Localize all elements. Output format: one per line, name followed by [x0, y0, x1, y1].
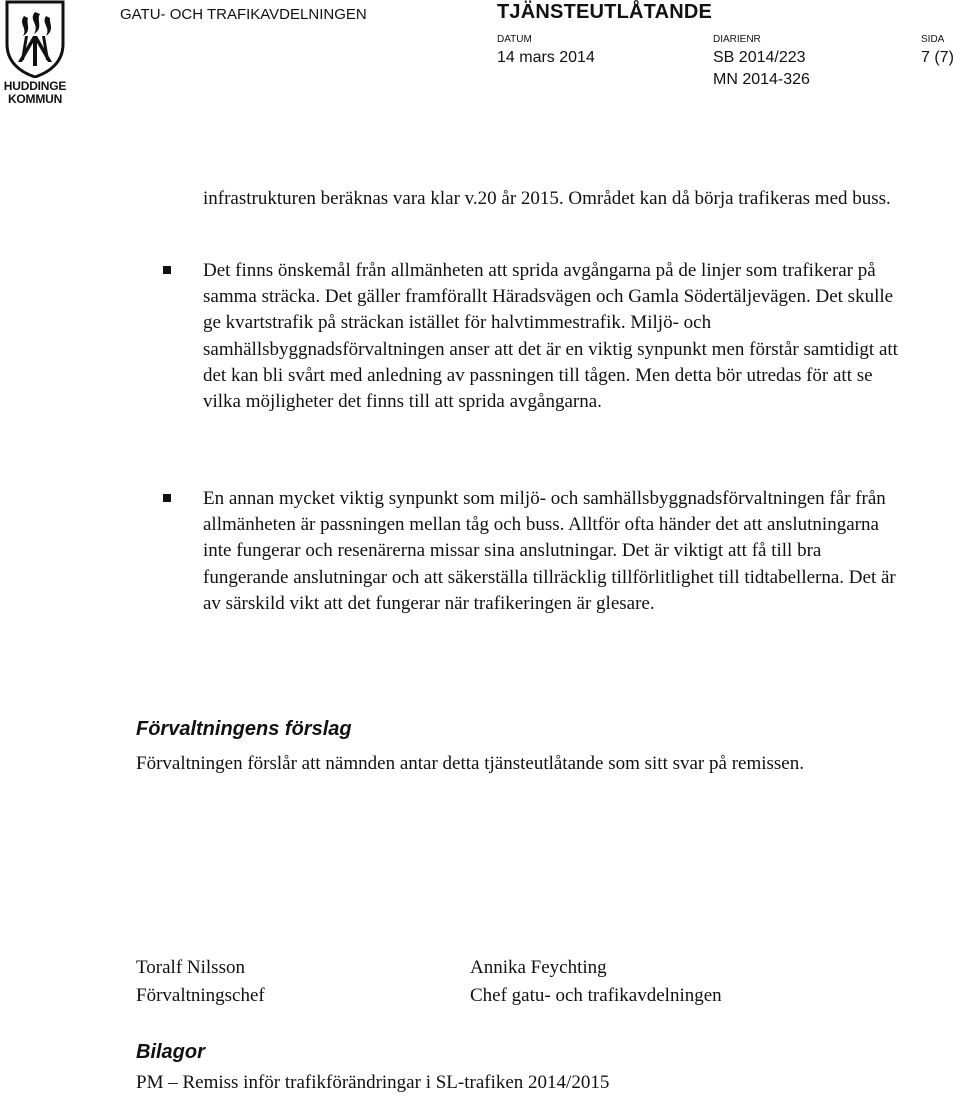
logo-text-kommun: KOMMUN: [7, 92, 63, 106]
signatory-name: Annika Feychting: [470, 957, 607, 978]
bullet-marker-icon: [163, 494, 171, 502]
page-label: SIDA: [921, 34, 945, 45]
coat-of-arms-icon: [4, 0, 66, 78]
date-label: DATUM: [497, 34, 532, 45]
diarienr-label: DIARIENR: [713, 34, 761, 45]
document-type: TJÄNSTEUTLÅTANDE: [497, 1, 713, 23]
signatory-name: Toralf Nilsson: [136, 957, 245, 978]
bullet-text-connections: En annan mycket viktig synpunkt som miljö- och samhällsbyggnadsförvaltningen får från allmänheten är passningen mellan tåg och buss. Alltför ofta händer det att anslutningarna inte fungerar och resenärerna missar sina anslutningar. Det är viktigt att få till bra fungerande anslutningar och att säkerställa tillräcklig tillförlitlighet till tidtabellerna. Det är av särskild vikt att det fungerar när trafikeringen är glesare.: [203, 488, 896, 614]
signature-block-right: [470, 954, 722, 1010]
page-number: 7 (7): [921, 49, 954, 66]
attachment-item: PM – Remiss inför trafikförändringar i SL-trafiken 2014/2015: [136, 1072, 610, 1093]
signatory-title: Chef gatu- och trafikavdelningen: [470, 985, 722, 1006]
signatory-title: Förvaltningschef: [136, 985, 265, 1006]
bullet-text-departures: Det finns önskemål från allmänheten att sprida avgångarna på de linjer som trafikerar på samma sträcka. Det gäller framförallt Häradsvägen och Gamla Södertäljevägen. Det skulle ge kvartstrafik på sträckan istället för halvtimmestrafik. Miljö- och samhällsbyggnadsförvaltningen anser att det är en viktig synpunkt men förstår samtidigt att det kan bli svårt med anledning av passningen till tågen. Men detta bör utredas för att se vilka möjligheter det finns till att sprida avgångarna.: [203, 260, 898, 413]
logo-text-huddinge: HUDDINGE: [3, 79, 67, 93]
continued-bullet-text: [203, 186, 903, 212]
diarienr-value-sb: SB 2014/223: [713, 49, 806, 66]
bullet-item: [203, 258, 903, 415]
department-name: GATU- OCH TRAFIKAVDELNINGEN: [120, 6, 367, 23]
continued-paragraph: infrastrukturen beräknas vara klar v.20 år 2015. Området kan då börja trafikeras med buss.: [203, 188, 891, 209]
proposal-text: Förvaltningen förslår att nämnden antar detta tjänsteutlåtande som sitt svar på remissen.: [136, 753, 804, 774]
diarienr-value-mn: MN 2014-326: [713, 71, 810, 88]
huddinge-kommun-logo: [0, 0, 70, 108]
bullet-marker-icon: [163, 266, 171, 274]
date-value: 14 mars 2014: [497, 49, 595, 66]
bullet-item: [203, 486, 903, 617]
signature-block-left: [136, 954, 265, 1010]
attachments-heading: Bilagor: [136, 1041, 205, 1063]
proposal-heading: Förvaltningens förslag: [136, 718, 352, 740]
